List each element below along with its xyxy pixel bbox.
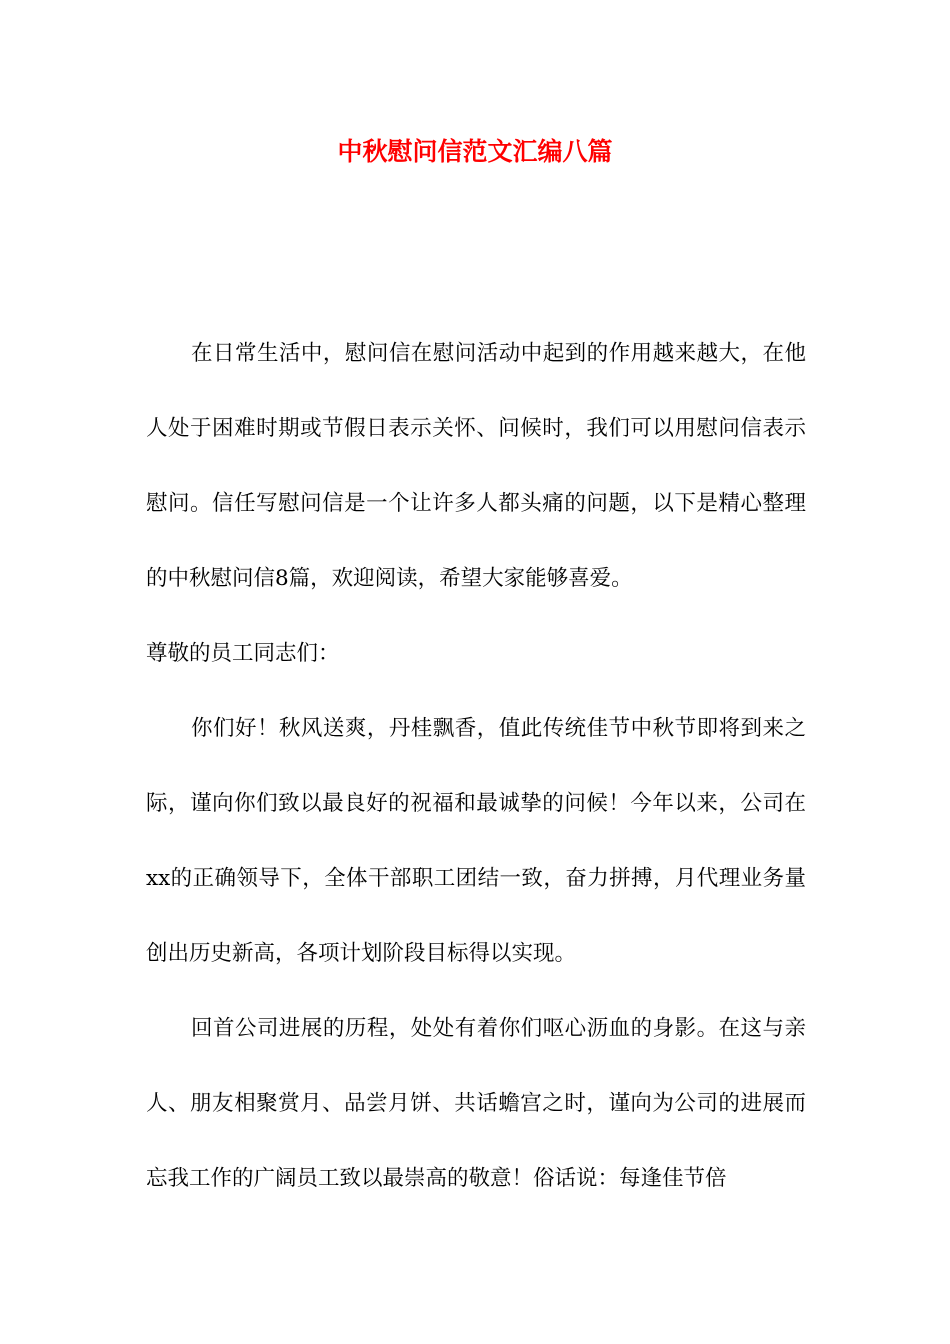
intro-paragraph: 在日常生活中，慰问信在慰问活动中起到的作用越来越大，在他人处于困难时期或节假日表示关怀、问候时，我们可以用慰问信表示慰问。信任写慰问信是一个让许多人都头痛的问题，以下是精心整理的中秋慰问信8篇，欢迎阅读，希望大家能够喜爱。 [146, 341, 806, 591]
salutation: 尊敬的员工同志们： [146, 641, 340, 666]
letter-paragraph-1: 你们好！秋风送爽，丹桂飘香，值此传统佳节中秋节即将到来之际，谨向你们致以最良好的祝福和最诚挚的问候！今年以来，公司在xx的正确领导下，全体干部职工团结一致，奋力拼搏，月代理业务量创出历史新高，各项计划阶段目标得以实现。 [146, 716, 806, 966]
letter-paragraph-2: 回首公司进展的历程，处处有着你们呕心沥血的身影。在这与亲人、朋友相聚赏月、品尝月饼、共话蟾宫之时，谨向为公司的进展而忘我工作的广阔员工致以最崇高的敬意！俗话说：每逢佳节倍 [146, 1016, 806, 1191]
document-title: 中秋慰问信范文汇编八篇 [337, 137, 613, 166]
document-body [146, 316, 806, 1216]
